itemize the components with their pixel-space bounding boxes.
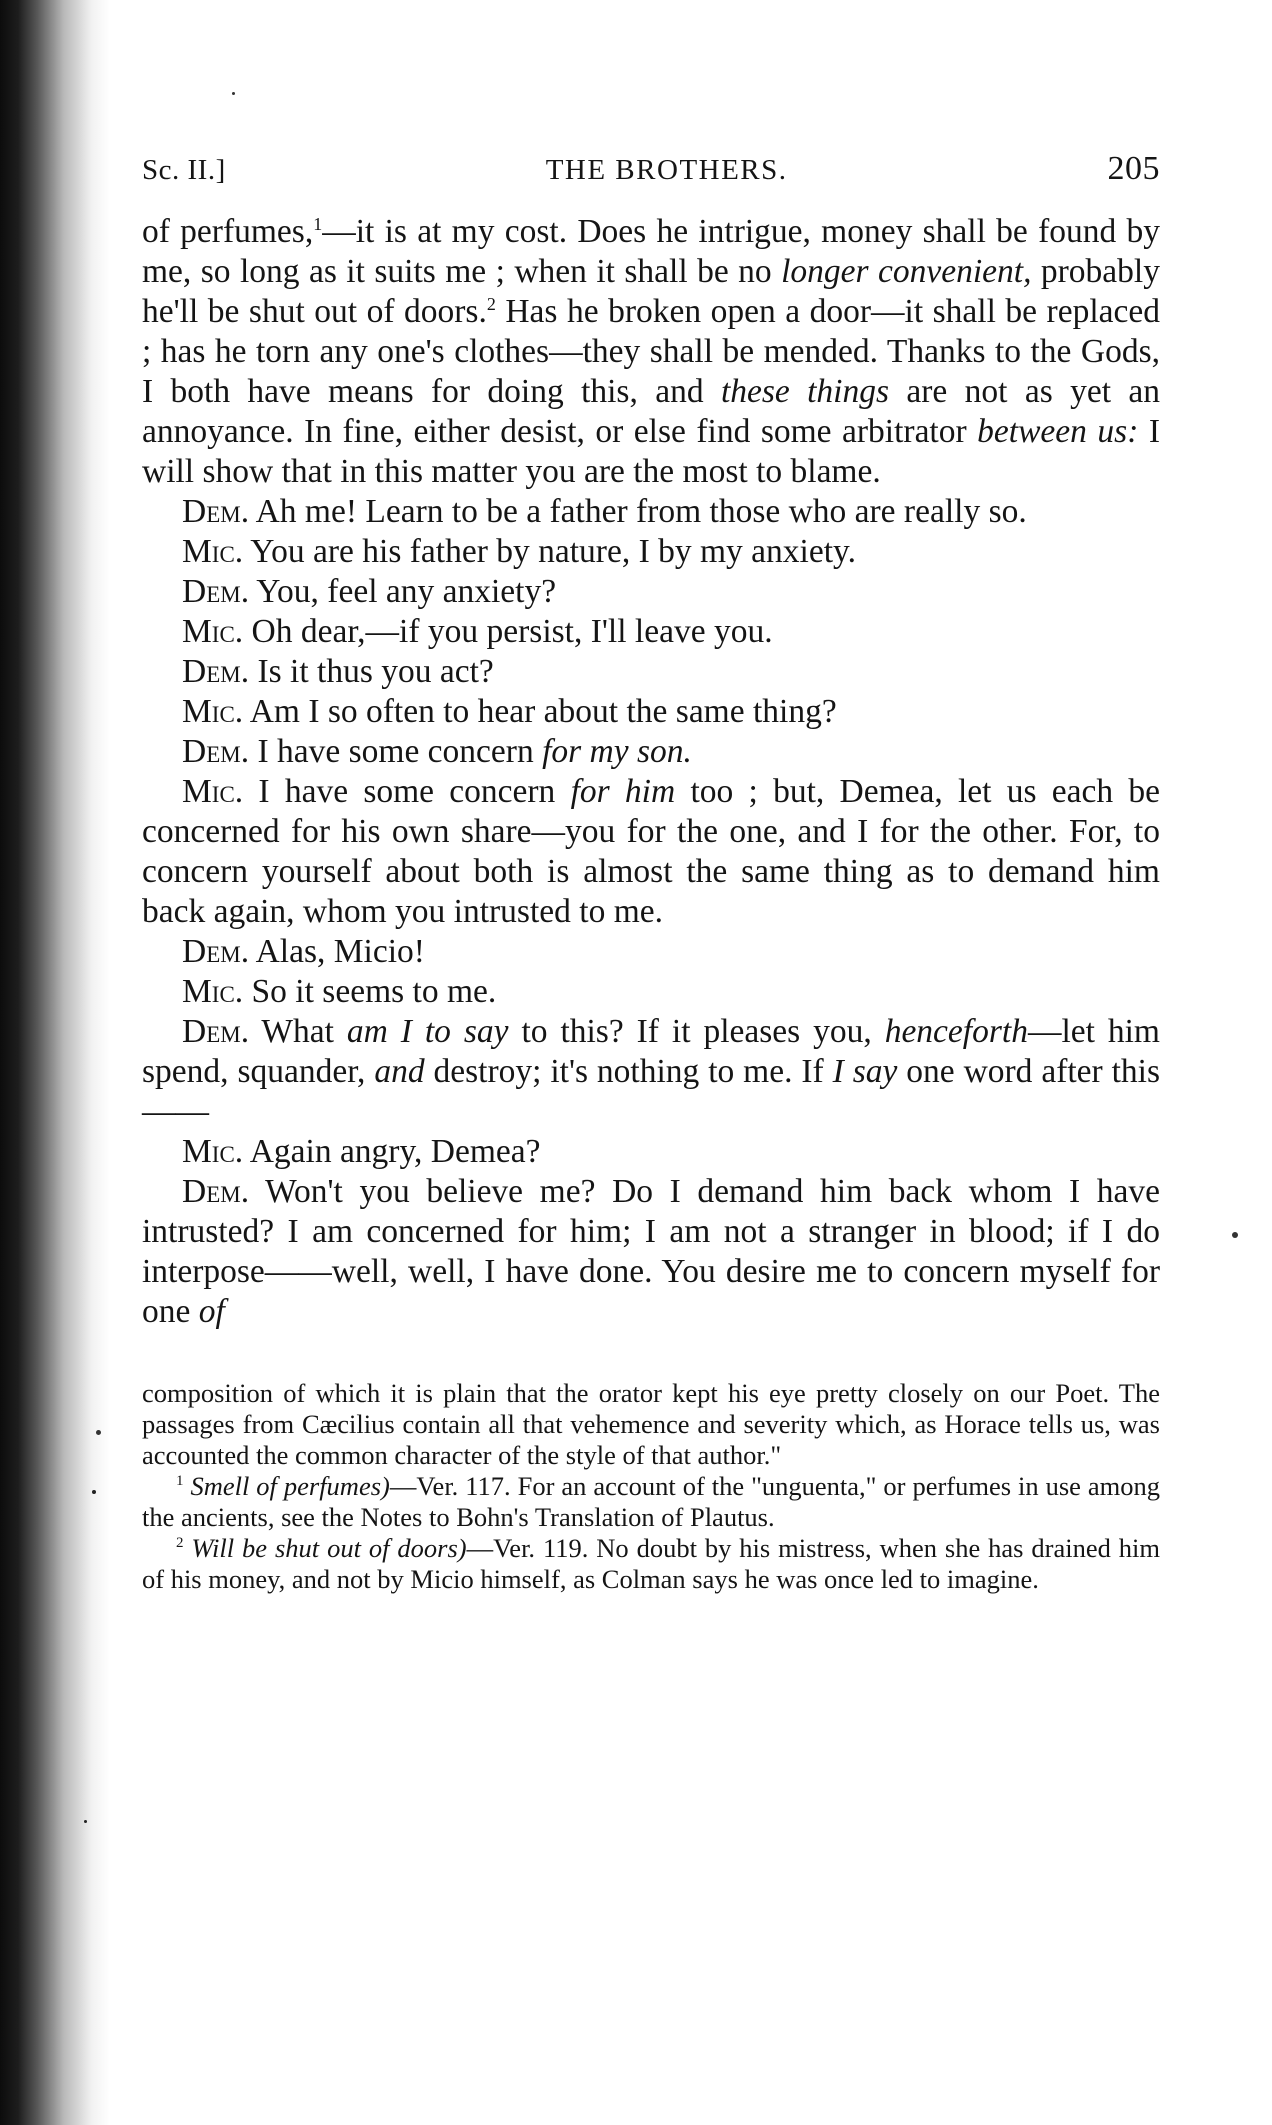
footnote-2: $^2$ Will be shut out of doors)—Ver. 119. No doubt by his mistress, when she has drained him of his money, and not by Micio himself, as Colman says he was once led to imagine.: [142, 1533, 1160, 1594]
dialogue-line: Dem. Won't you believe me? Do I demand him back whom I have intrusted? I am concerned for him; I am not a stranger in blood; if I do interpose——well, well, I have done. You desire me to concern myself for one of: [142, 1173, 1160, 1330]
speaker-demea: Dem.: [182, 733, 250, 770]
speaker-demea: Dem.: [182, 573, 250, 610]
speaker-demea: Dem.: [182, 1013, 250, 1050]
main-text: [142, 212, 1160, 1332]
binding-gutter-shadow: [0, 0, 110, 2125]
footnote-1: $^1$ Smell of perfumes)—Ver. 117. For an account of the "unguenta," or perfumes in use among the ancients, see the Notes to Bohn's Translation of Plautus.: [142, 1471, 1161, 1532]
dialogue-line: Dem. Is it thus you act?: [182, 653, 494, 690]
stray-mark: [232, 92, 235, 95]
running-title: THE BROTHERS.: [545, 154, 788, 186]
speaker-micio: Mic.: [182, 693, 244, 730]
gutter-speck: [84, 1820, 87, 1823]
speaker-demea: Dem.: [182, 653, 250, 690]
dialogue-line: Mic. Again angry, Demea?: [182, 1133, 541, 1170]
speaker-demea: Dem.: [182, 933, 250, 970]
dialogue-line: Dem. Ah me! Learn to be a father from those who are really so.: [182, 493, 1027, 530]
dialogue-line: Dem. Alas, Micio!: [182, 933, 425, 970]
speaker-demea: Dem.: [182, 493, 250, 530]
speaker-micio: Mic.: [182, 533, 244, 570]
footnote-2-mark: 2: [176, 1535, 184, 1551]
page-number: 205: [1107, 150, 1160, 187]
stray-mark: [96, 1430, 101, 1435]
opening-paragraph: of perfumes,$^1$—it is at my cost. Does he intrigue, money shall be found by me, so long as it suits me ; when it shall be no longer convenient, probably he'll be shut out of doors.$^2$ Has he broken open a door—it shall be replaced ; has he torn any one's clothes—they shall be mended. Thanks to the Gods, I both have means for doing this, and these things are not as yet an annoyance. In fine, either desist, or else find some arbitrator between us: I will show that in this matter you are the most to blame.: [142, 213, 1161, 490]
speaker-demea: Dem.: [182, 1173, 250, 1210]
speaker-micio: Mic.: [182, 1133, 244, 1170]
footnote-ref-2: 2: [486, 294, 496, 314]
dialogue-line: Dem. What am I to say to this? If it pleases you, henceforth—let him spend, squander, and destroy; it's nothing to me. If I say one word after this——: [142, 1013, 1161, 1130]
speaker-micio: Mic.: [182, 973, 244, 1010]
footnote-ref-1: 1: [313, 214, 323, 234]
dialogue-line: Mic. You are his father by nature, I by my anxiety.: [182, 533, 856, 570]
footnotes: [142, 1378, 1160, 1595]
footnote-1-mark: 1: [176, 1473, 184, 1489]
dialogue-line: Mic. I have some concern for him too ; but, Demea, let us each be concerned for his own share—you for the one, and I for the other. For, to concern yourself about both is almost the same thing as to demand him back again, whom you intrusted to me.: [142, 773, 1160, 930]
running-header: [142, 150, 1160, 188]
dialogue-line: Mic. Oh dear,—if you persist, I'll leave you.: [182, 613, 773, 650]
speaker-micio: Mic.: [182, 773, 244, 810]
dialogue-line: Mic. Am I so often to hear about the same thing?: [182, 693, 837, 730]
dialogue-line: Dem. You, feel any anxiety?: [182, 573, 557, 610]
scene-label: Sc. II.]: [142, 154, 226, 186]
speaker-micio: Mic.: [182, 613, 244, 650]
footnote-continued: composition of which it is plain that the orator kept his eye pretty closely on our Poet. The passages from Cæcilius contain all that vehemence and severity which, as Horace tells us, was accounted the common character of the style of that author.": [142, 1378, 1160, 1470]
dialogue-line: Mic. So it seems to me.: [182, 973, 497, 1010]
stray-mark: [1232, 1232, 1238, 1238]
gutter-speck: [92, 1490, 96, 1494]
book-page: [142, 150, 1160, 1595]
dialogue-line: Dem. I have some concern for my son.: [182, 733, 692, 770]
